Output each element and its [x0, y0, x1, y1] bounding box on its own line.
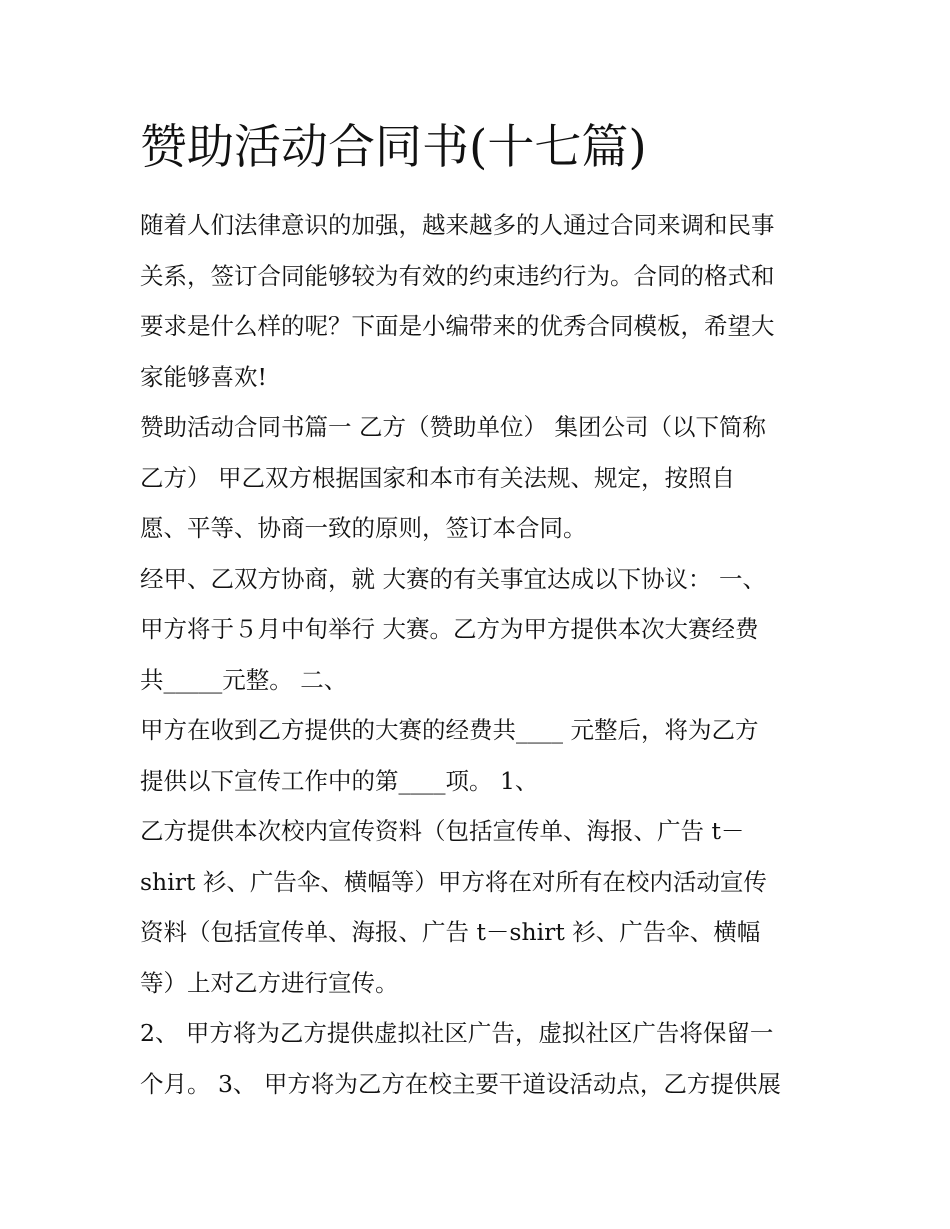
paragraph-clause-one	[140, 554, 820, 706]
paragraph-items-two-three	[140, 1008, 820, 1109]
paragraph-intro	[140, 200, 820, 402]
text-line: 提供以下宣传工作中的第____项。 1、	[140, 766, 539, 795]
text-line: 家能够喜欢!	[140, 362, 267, 391]
text-line: shirt 衫、广告伞、横幅等）甲方将在对所有在校内活动宣传	[140, 867, 767, 896]
document-body	[140, 112, 820, 1109]
paragraph-clause-two	[140, 705, 820, 806]
text-line: 要求是什么样的呢？下面是小编带来的优秀合同模板，希望大	[140, 312, 775, 340]
document-title: 赞助活动合同书(十七篇)	[140, 120, 647, 175]
text-line: 个月。 3、 甲方将为乙方在校主要干道设活动点，乙方提供展	[140, 1069, 781, 1098]
text-line: 经甲、乙双方协商，就 大赛的有关事宜达成以下协议： 一、	[140, 564, 766, 593]
text-line: 资料（包括宣传单、海报、广告 t－shirt 衫、广告伞、横幅	[140, 918, 761, 946]
text-line: 甲方将于５月中旬举行 大赛。乙方为甲方提供本次大赛经费	[140, 615, 759, 643]
text-line: 关系，签订合同能够较为有效的约束违约行为。合同的格式和	[140, 261, 775, 290]
text-line: 2、 甲方将为乙方提供虚拟社区广告，虚拟社区广告将保留一	[140, 1019, 774, 1047]
text-line: 等）上对乙方进行宣传。	[140, 968, 399, 997]
text-line: 乙方提供本次校内宣传资料（包括宣传单、海报、广告 t－	[140, 817, 745, 845]
text-line: 乙方） 甲乙双方根据国家和本市有关法规、规定，按照自	[140, 463, 735, 492]
text-line: 甲方在收到乙方提供的大赛的经费共____ 元整后，将为乙方	[140, 716, 759, 744]
paragraph-item-one	[140, 806, 820, 1008]
text-line: 随着人们法律意识的加强，越来越多的人通过合同来调和民事	[140, 211, 775, 239]
text-line: 共_____元整。 二、	[140, 665, 348, 694]
paragraph-parties	[140, 402, 820, 554]
text-line: 愿、平等、协商一致的原则，签订本合同。	[140, 514, 587, 542]
text-line: 赞助活动合同书篇一 乙方（赞助单位） 集团公司（以下简称	[140, 413, 766, 441]
